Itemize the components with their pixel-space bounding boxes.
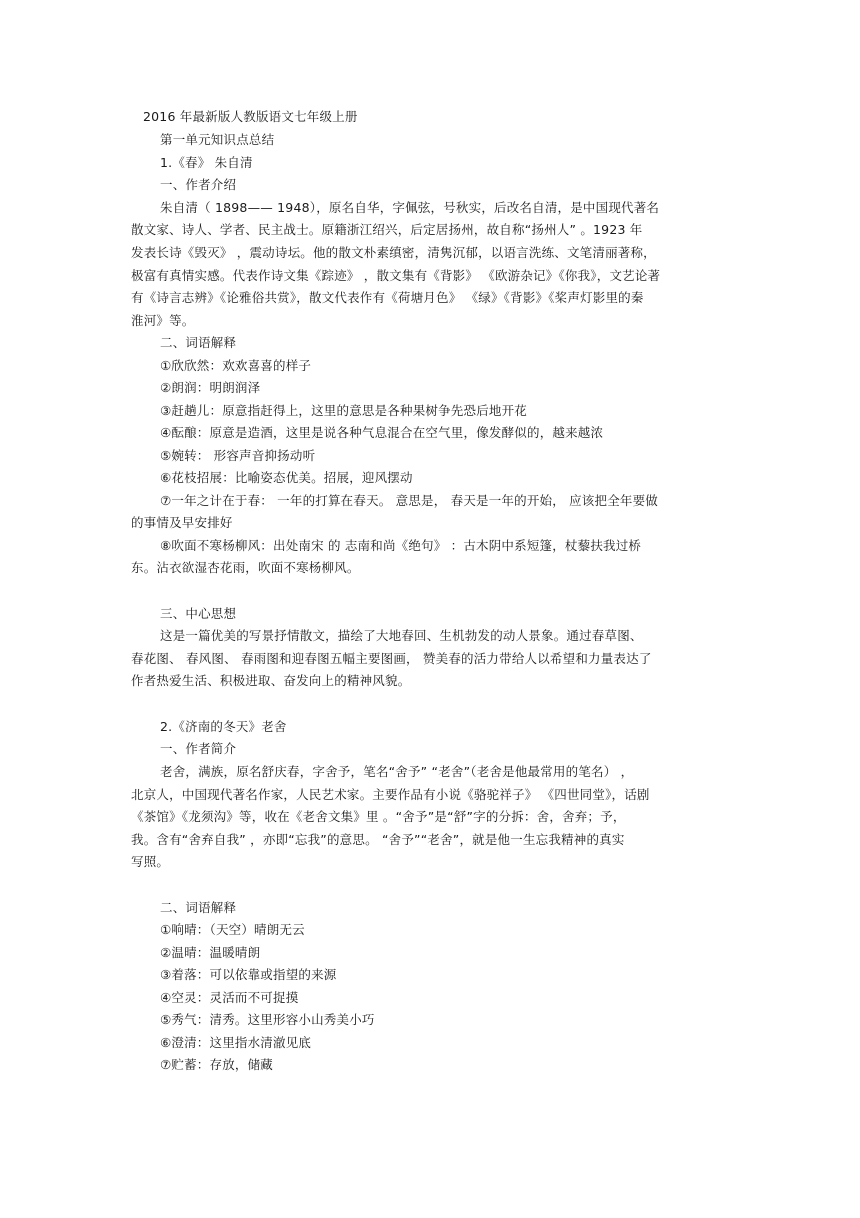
lesson1-author-heading: 一、作者介绍 [160,177,237,192]
unit-title: 第一单元知识点总结 [160,132,275,147]
lesson1-author-line: 淮河》等。 [131,313,195,328]
lesson1-vocab-item: ③赶趟儿：原意指赶得上，这里的意思是各种果树争先恐后地开花 [160,403,528,418]
lesson1-theme-line: 这是一篇优美的写景抒情散文，描绘了大地春回、生机勃发的动人景象。通过春草图、 [160,628,643,643]
lesson2-vocab-item: ⑤秀气：清秀。这里形容小山秀美小巧 [160,1012,375,1027]
lesson1-vocab-item: ②朗润：明朗润泽 [160,380,261,395]
lesson1-vocab-item: ⑦一年之计在于春： 一年的打算在春天。 意思是， 春天是一年的开始， 应该把全年要做 [160,493,659,508]
lesson1-vocab-item: 的事情及早安排好 [131,515,233,530]
lesson1-author-line: 散文家、诗人、学者、民主战士。原籍浙江绍兴，后定居扬州，故自称“扬州人” 。1923 年 [131,222,643,237]
lesson1-heading: 1.《春》 朱自清 [160,155,253,170]
lesson2-heading: 2.《济南的冬天》老舍 [160,719,287,734]
lesson2-vocab-item: ①响晴：（天空）晴朗无云 [160,922,305,937]
lesson1-vocab-item: ⑧吹面不寒杨柳风：出处南宋 的 志南和尚《绝句》 ：古木阴中系短篷，杖藜扶我过桥 [160,538,642,553]
lesson1-theme-heading: 三、中心思想 [160,606,237,621]
lesson1-author-line: 极富有真情实感。代表作诗文集《踪迹》 ，散文集有《背影》 《欧游杂记》《你我》，文艺论著 [131,268,661,283]
lesson2-vocab-item: ④空灵：灵活而不可捉摸 [160,990,299,1005]
lesson1-vocab-item: ④酝酿：原意是造酒，这里是说各种气息混合在空气里，像发酵似的，越来越浓 [160,425,604,440]
lesson2-author-line: 北京人，中国现代著名作家，人民艺术家。主要作品有小说《骆驼祥子》 《四世同堂》，话剧 [131,787,650,802]
lesson2-author-line: 《茶馆》《龙须沟》等，收在《老舍文集》里 。“舍予”是“舒”字的分拆：舍，舍弃；予， [131,809,626,824]
lesson2-vocab-item: ⑥澄清：这里指水清澈见底 [160,1035,312,1050]
lesson2-vocab-item: ⑦贮蓄：存放，储藏 [160,1057,274,1072]
lesson2-author-line: 我。含有“舍弃自我” ，亦即“忘我”的意思。 “舍予”“老舍”，就是他一生忘我精神的真实 [131,832,625,847]
lesson2-vocab-item: ③着落：可以依靠或指望的来源 [160,967,337,982]
lesson2-vocab-heading: 二、词语解释 [160,900,237,915]
lesson2-vocab-item: ②温晴：温暖晴朗 [160,945,261,960]
lesson1-vocab-item: ①欣欣然：欢欢喜喜的样子 [160,358,312,373]
lesson1-vocab-heading: 二、词语解释 [160,335,237,350]
lesson1-vocab-item: ⑤婉转： 形容声音抑扬动听 [160,448,316,463]
lesson2-author-line: 写照。 [131,854,170,869]
lesson1-author-line: 朱自清（ 1898—— 1948），原名自华，字佩弦，号秋实，后改名自清，是中国现代著名 [160,200,660,215]
document-title: 2016 年最新版人教版语文七年级上册 [143,109,358,124]
lesson1-author-line: 发表长诗《毁灭》 ，震动诗坛。他的散文朴素缜密，清隽沉郁，以语言洗练、文笔清丽著称， [131,245,656,260]
lesson2-author-heading: 一、作者简介 [160,741,237,756]
lesson2-author-line: 老舍，满族，原名舒庆春，字舍予，笔名“舍予” “老舍”（老舍是他最常用的笔名） ， [160,764,634,779]
lesson1-author-line: 有《诗言志辨》《论雅俗共赏》，散文代表作有《荷塘月色》 《绿》《背影》《桨声灯影里的秦 [131,290,644,305]
lesson1-vocab-item: 东。沾衣欲湿杏花雨，吹面不寒杨柳风。 [131,560,360,575]
lesson1-theme-line: 作者热爱生活、积极进取、奋发向上的精神风貌。 [131,673,411,688]
lesson1-vocab-item: ⑥花枝招展：比喻姿态优美。招展，迎风摆动 [160,470,413,485]
lesson1-theme-line: 春花图、 春风图、 春雨图和迎春图五幅主要图画， 赞美春的活力带给人以希望和力量表达了 [131,651,652,666]
